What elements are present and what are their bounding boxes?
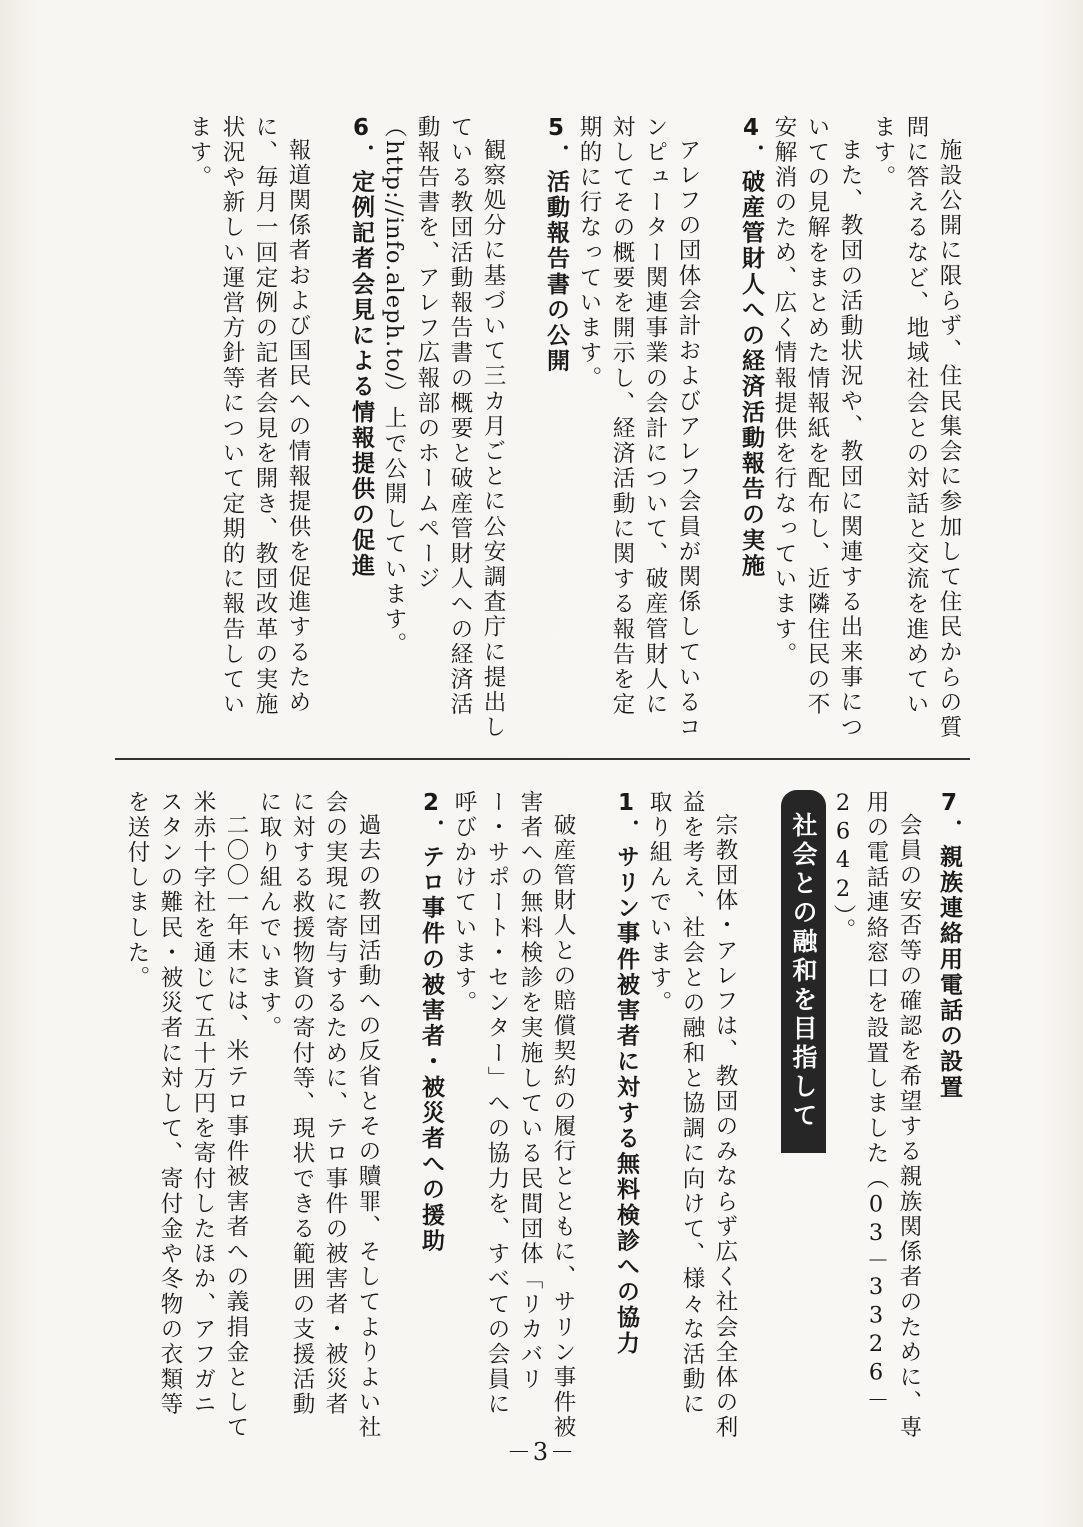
- heading-section-5: 5．活動報告書の公開: [543, 115, 569, 374]
- section-banner: 社会との融和を目指して: [781, 790, 826, 1153]
- paragraph-info-paper: また、教団の活動状況や、教団に関連する出来事についての見解をまとめた情報紙を配布し、近隣住民の不安解消のため、広く情報提供を行なっています。: [771, 115, 863, 740]
- heading-section-1: 1．サリン事件被害者に対する無料検診への協力: [613, 790, 639, 1357]
- bottom-text-block: [124, 790, 965, 1440]
- section-5-text-end: ）上で公開しています。: [381, 381, 407, 658]
- heading-section-6: 6．定例記者会見による情報提供の促進: [348, 115, 374, 579]
- section-divider: [115, 758, 970, 760]
- paragraph-section-1: 破産管財人との賠償契約の履行とともに、サリン事件被害者への無料検診を実施している民間団体「リカバリー・サポート・センター」への協力を、すべての会員に呼びかけています。: [451, 790, 576, 1440]
- page-number: －3－: [506, 1438, 577, 1466]
- heading-section-7: 7．親族連絡用電話の設置: [936, 790, 962, 1101]
- paragraph-section-2a: 過去の教団活動への反省とその贖罪、そしてよりよい社会の実現に寄与するために、テロ事件の被害者・被災者に対する救援物資の寄付等、現状できる範囲の支援活動に取り組んでいます。: [256, 790, 381, 1440]
- paragraph-section-6: 報道関係者および国民への情報提供を促進するために、毎月一回定例の記者会見を開き、教団改革の実施状況や新しい運営方針等について定期的に報告しています。: [186, 115, 311, 718]
- paragraph-section-7: 会員の安否等の確認を希望する親族関係者のために、専用の電話連絡窓口を設置しました（03－3326－2642）。: [830, 790, 922, 1440]
- paragraph-community-dialogue: 施設公開に限らず、住民集会に参加して住民からの質問に答えるなど、地域社会との対話と交流を進めています。: [870, 115, 962, 740]
- homepage-url: http://info.aleph.to/: [381, 140, 407, 382]
- paragraph-intro: 宗教団体・アレフは、教団のみならず広く社会全体の利益を考え、社会との融和と協調に向けて、様々な活動に取り組んでいます。: [646, 790, 738, 1440]
- paragraph-section-5: [377, 115, 509, 740]
- top-text-block: [135, 115, 965, 740]
- section-5-text-start: 観察処分に基づいて三カ月ごとに公安調査庁に提出している教団活動報告書の概要と破産管財人への経済活動報告書を、アレフ広報部のホームページ（: [381, 115, 506, 740]
- banner-wrapper: [771, 790, 826, 1440]
- heading-section-4: 4．破産管財人への経済活動報告の実施: [738, 115, 764, 579]
- paragraph-section-2b: 二〇〇一年末には、米テロ事件被害者への義捐金として米赤十字社を通じて五十万円を寄付したほか、アフガニスタンの難民・被災者に対して、寄付金や冬物の衣類等を送付しました。: [124, 790, 249, 1440]
- paragraph-section-4: アレフの団体会計およびアレフ会員が関係しているコンピューター関連事業の会計について、破産管財人に対してその概要を開示し、経済活動に関する報告を定期的に行なっています。: [576, 115, 701, 740]
- heading-section-2: 2．テロ事件の被害者・被災者への援助: [418, 790, 444, 1254]
